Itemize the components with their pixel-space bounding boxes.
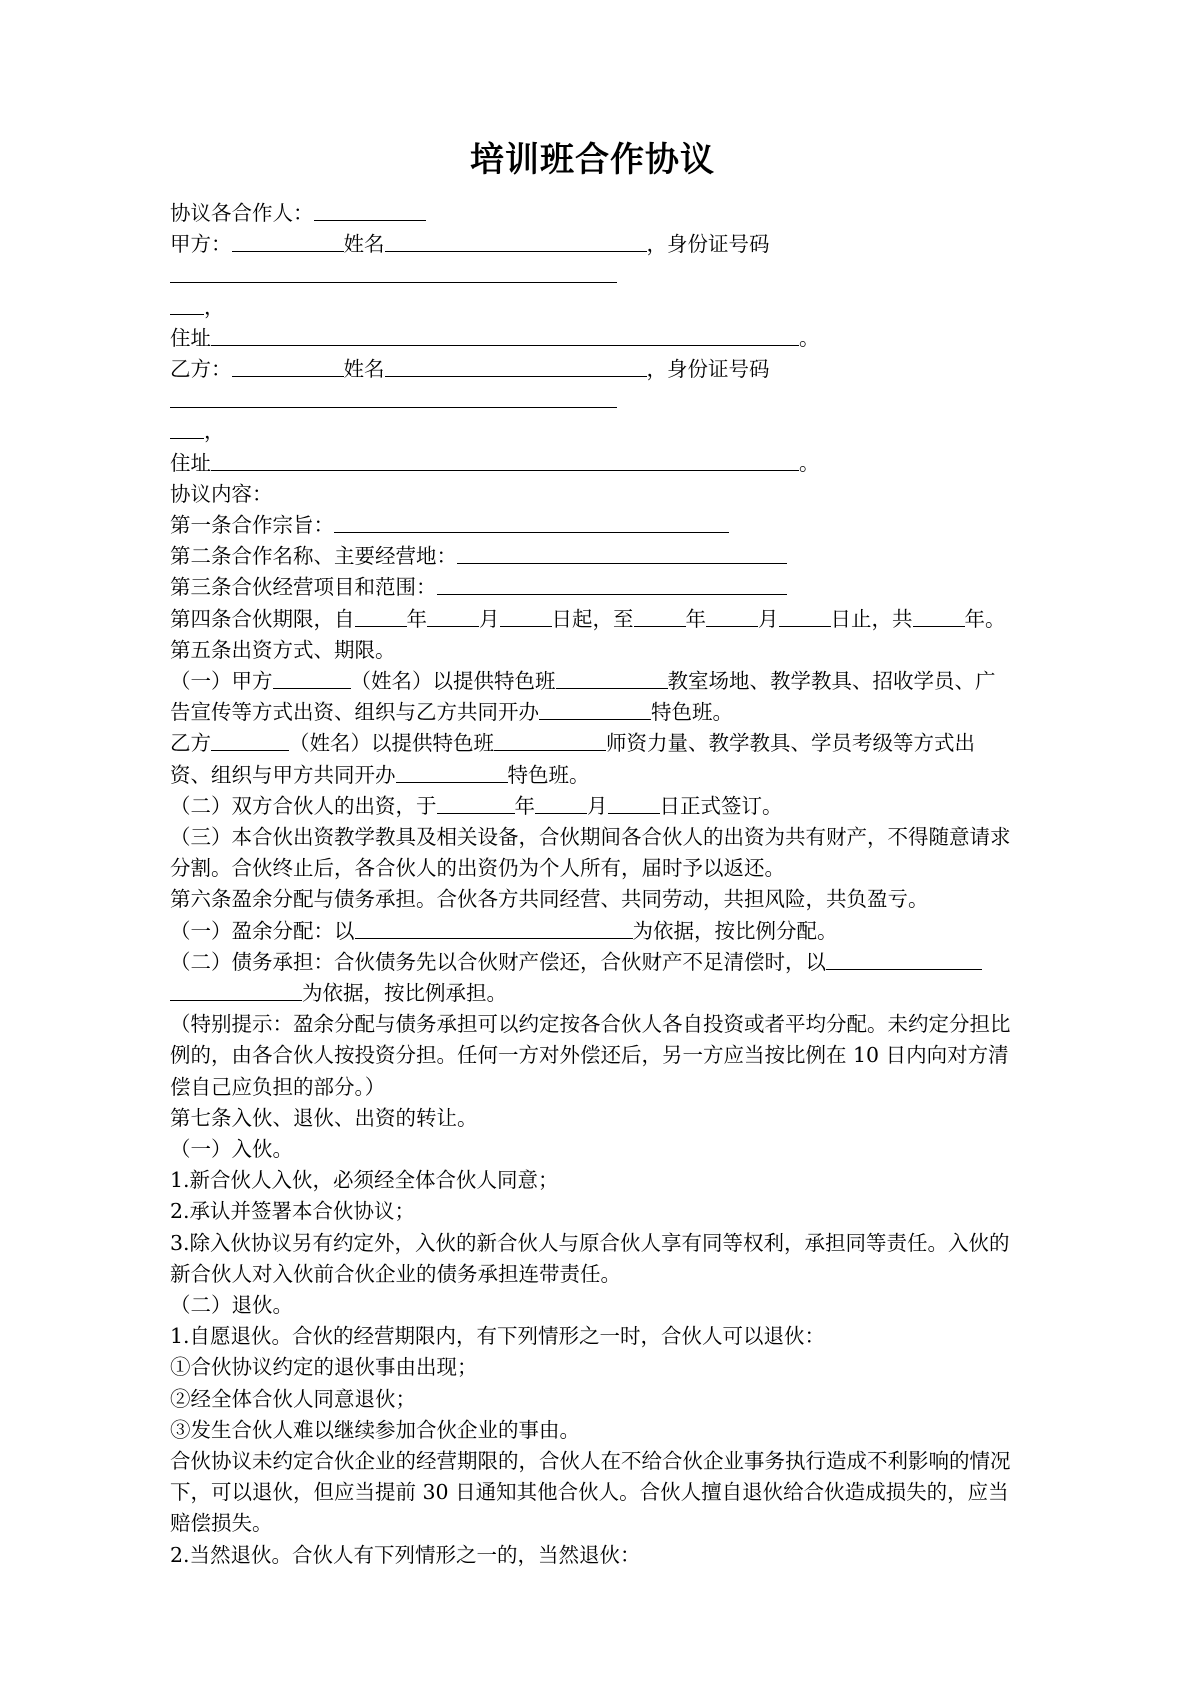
article-5-1-class-blank-2[interactable] [539, 699, 651, 721]
party-a-id-blank-cont[interactable] [170, 293, 204, 315]
partners-label: 协议各合作人： [170, 200, 314, 225]
article-5-2-mid: （姓名）以提供特色班 [289, 731, 494, 756]
article-5-3-year-blank[interactable] [437, 792, 515, 814]
article-4-end-year-blank[interactable] [634, 605, 686, 627]
article-5-3-prefix: （二）双方合伙人的出资，于 [170, 793, 437, 818]
party-a-blank[interactable] [232, 231, 344, 253]
article-6-item-2 [170, 947, 1015, 1009]
article-3-label: 第三条合伙经营项目和范围： [170, 575, 437, 600]
article-4-year-unit: 年 [406, 606, 427, 631]
article-5-3-suffix: 日正式签订。 [659, 793, 783, 818]
party-a-id-blank[interactable] [170, 262, 617, 284]
agreement-body [170, 198, 1015, 1571]
partners-blank[interactable] [314, 199, 426, 221]
party-b-wrap-comma: ， [204, 419, 225, 444]
article-6-2-prefix: （二）债务承担：合伙债务先以合伙财产偿还，合伙财产不足清偿时，以 [170, 949, 826, 974]
party-a-comma: ， [646, 232, 667, 257]
article-6-1-suffix: 为依据，按比例分配。 [632, 918, 838, 943]
party-b-address-label: 住址 [170, 450, 211, 475]
article-7-1-2: 2.承认并签署本合伙协议； [170, 1199, 416, 1224]
article-6-1-prefix: （一）盈余分配：以 [170, 918, 355, 943]
article-5-3-year-unit: 年 [514, 793, 535, 818]
party-a-name-blank[interactable] [385, 231, 647, 253]
article-5-2-class-blank-2[interactable] [396, 761, 508, 783]
article-2 [170, 541, 1015, 572]
article-7-2-1: 1.自愿退伙。合伙的经营期限内，有下列情形之一时，合伙人可以退伙： [170, 1324, 826, 1349]
article-5-1-text: 教室场地、教学教具、招收学员、广告宣传等方式出资、组织与乙方共同开办 [170, 668, 996, 725]
article-5-2-prefix: 乙方 [170, 731, 211, 756]
article-4-year-unit-2: 年 [685, 606, 706, 631]
article-4-month-unit: 月 [479, 606, 500, 631]
party-b-address-line [170, 448, 1015, 479]
page-title: 培训班合作协议 [470, 140, 715, 180]
article-6-1-blank[interactable] [355, 917, 633, 939]
article-5-item-3: （三）本合伙出资教学教具及相关设备，合伙期间各合伙人的出资为共有财产，不得随意请求分割。合伙终止后，各合伙人的出资仍为个人所有，届时予以返还。 [170, 824, 1011, 881]
article-4-end-suffix: 日止，共 [830, 606, 913, 631]
article-7-1-3: 3.除入伙协议另有约定外，入伙的新合伙人与原合伙人享有同等权利，承担同等责任。入伙的新合伙人对入伙前合伙企业的债务承担连带责任。 [170, 1230, 1010, 1286]
article-5-item-1b [170, 728, 1015, 790]
article-7-2-1b: ②经全体合伙人同意退伙； [170, 1386, 416, 1411]
article-6-2-blank[interactable] [826, 948, 982, 970]
article-4-end-month-blank[interactable] [706, 605, 758, 627]
article-7-2-1c: ③发生合伙人难以继续参加合伙企业的事由。 [170, 1417, 580, 1442]
article-5-2-name-blank[interactable] [211, 730, 289, 752]
party-b-address-blank[interactable] [211, 449, 799, 471]
article-1 [170, 510, 1015, 541]
article-5-item-2 [170, 791, 1015, 822]
article-5-item-1 [170, 666, 1015, 728]
article-2-blank[interactable] [457, 543, 787, 565]
partners-line [170, 198, 1015, 229]
party-a-id-wrap [170, 292, 1015, 323]
article-5-3-month-unit: 月 [587, 793, 608, 818]
party-b-id-label: 身份证号码 [667, 356, 770, 381]
article-5-3-day-blank[interactable] [608, 792, 660, 814]
article-1-blank[interactable] [334, 511, 729, 533]
party-a-name-label: 姓名 [343, 232, 385, 257]
article-5-1-suffix: 特色班。 [651, 700, 733, 725]
party-b-name-blank[interactable] [385, 355, 647, 377]
content-header: 协议内容： [170, 481, 273, 506]
article-7-2-1a: ①合伙协议约定的退伙事由出现； [170, 1355, 478, 1380]
party-a-address-blank[interactable] [211, 324, 799, 346]
article-6-2-suffix: 为依据，按比例承担。 [302, 980, 507, 1005]
article-7-2-2: 2.当然退伙。合伙人有下列情形之一的，当然退伙： [170, 1542, 641, 1567]
article-7-item-1: （一）入伙。 [170, 1136, 293, 1161]
article-5-2-class-blank[interactable] [494, 730, 606, 752]
party-a-line [170, 229, 1015, 291]
party-b-line [170, 354, 1015, 416]
article-6-note: （特别提示：盈余分配与债务承担可以约定按各合伙人各自投资或者平均分配。未约定分担比例的，由各合伙人按投资分担。任何一方对外偿还后，另一方应当按比例在 10 日内向对方清偿自己应负担的部分。） [170, 1012, 1011, 1099]
article-2-label: 第二条合作名称、主要经营地： [170, 544, 457, 569]
article-4-month-unit-2: 月 [758, 606, 779, 631]
article-4-start-suffix: 日起，至 [551, 606, 634, 631]
article-3-blank[interactable] [437, 574, 787, 596]
article-5: 第五条出资方式、期限。 [170, 637, 396, 662]
article-4-label: 第四条合伙期限，自 [170, 606, 355, 631]
document-content [170, 138, 1015, 1571]
article-4-start-day-blank[interactable] [500, 605, 552, 627]
article-4-total-years-blank[interactable] [913, 605, 965, 627]
article-4-end-day-blank[interactable] [779, 605, 831, 627]
article-3 [170, 572, 1015, 603]
article-5-1-mid: （姓名）以提供特色班 [350, 668, 556, 693]
article-6-item-1 [170, 916, 1015, 947]
party-b-id-blank[interactable] [170, 387, 617, 409]
article-6: 第六条盈余分配与债务承担。合伙各方共同经营、共同劳动，共担风险，共负盈亏。 [170, 887, 929, 912]
party-a-label: 甲方： [170, 232, 232, 257]
party-a-id-label: 身份证号码 [667, 232, 770, 257]
article-5-1-class-blank[interactable] [556, 667, 668, 689]
article-5-3-month-blank[interactable] [535, 792, 587, 814]
party-b-comma: ， [646, 356, 667, 381]
article-7-2-note: 合伙协议未约定合伙企业的经营期限的，合伙人在不给合伙企业事务执行造成不利影响的情况下，可以退伙，但应当提前 30 日通知其他合伙人。合伙人擅自退伙给合伙造成损失的，应当赔偿损失。 [170, 1449, 1011, 1536]
article-5-1-name-blank[interactable] [273, 667, 351, 689]
party-a-wrap-comma: ， [204, 294, 225, 319]
article-1-label: 第一条合作宗旨： [170, 512, 334, 537]
article-6-2-blank-cont[interactable] [170, 979, 302, 1001]
party-a-address-line [170, 323, 1015, 354]
party-b-label: 乙方： [170, 356, 232, 381]
article-7-1-1: 1.新合伙人入伙，必须经全体合伙人同意； [170, 1168, 559, 1193]
party-a-address-period: 。 [799, 325, 820, 350]
party-a-address-label: 住址 [170, 325, 211, 350]
article-5-2-suffix: 特色班。 [507, 762, 590, 787]
party-b-blank[interactable] [232, 355, 344, 377]
party-b-id-wrap [170, 416, 1015, 447]
article-7-item-2: （二）退伙。 [170, 1293, 293, 1317]
party-b-id-blank-cont[interactable] [170, 418, 204, 440]
article-4 [170, 604, 1015, 635]
article-7: 第七条入伙、退伙、出资的转让。 [170, 1105, 478, 1130]
article-4-total-suffix: 年。 [964, 606, 1006, 631]
party-b-name-label: 姓名 [343, 356, 385, 381]
article-4-start-year-blank[interactable] [355, 605, 407, 627]
party-b-address-period: 。 [799, 450, 820, 475]
article-4-start-month-blank[interactable] [427, 605, 479, 627]
article-5-2-text: 师资力量、教学教具、学员考级等方式出资、组织与甲方共同开办 [170, 731, 975, 787]
article-5-1-prefix: （一）甲方 [170, 668, 273, 693]
